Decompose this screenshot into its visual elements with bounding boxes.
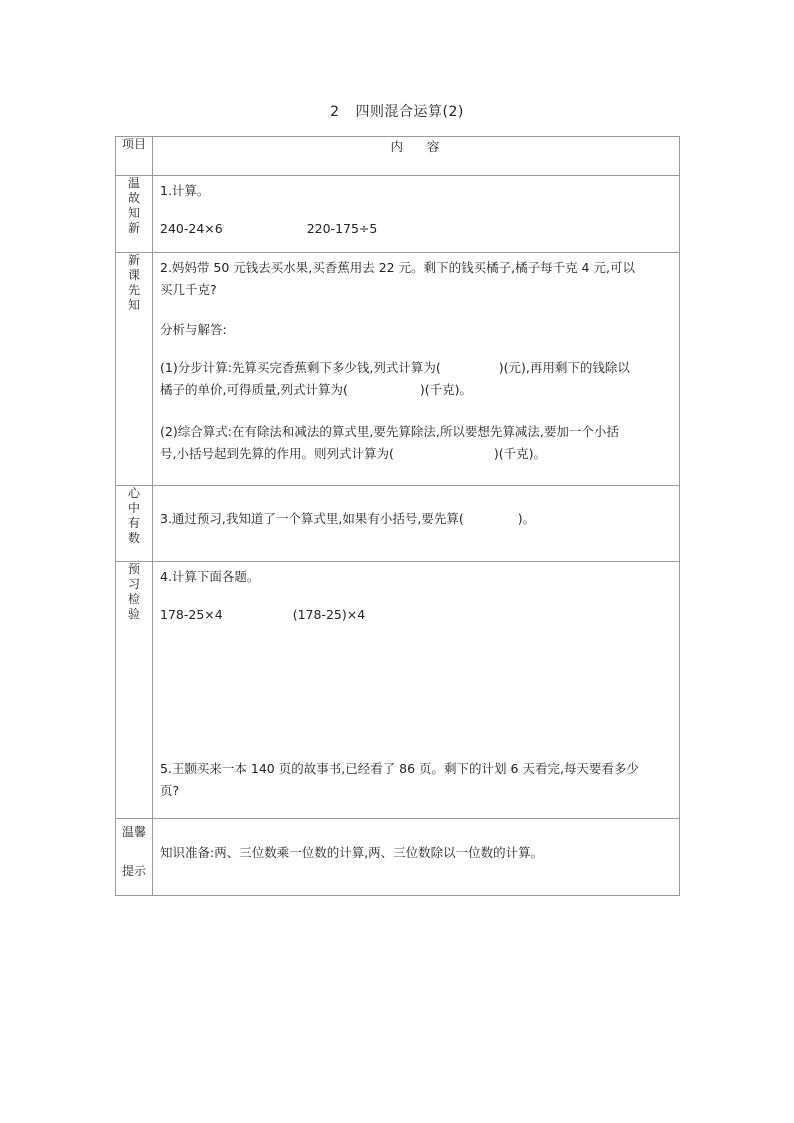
question-3 <box>160 508 669 530</box>
review-label: 温故知新 <box>127 176 140 235</box>
step-by-step-paragraph <box>160 357 669 401</box>
q3-part-b: )。 <box>517 511 536 526</box>
question-5 <box>160 758 669 802</box>
tips-content-cell <box>153 819 680 896</box>
check-expressions <box>160 604 669 626</box>
q5-line-1: 5.王颢买来一本 140 页的故事书,已经看了 86 页。剩下的计划 6 天看完,每天要看多少 <box>160 761 639 776</box>
mind-content-cell <box>153 486 680 562</box>
q2-line-1: 2.妈妈带 50 元钱去买水果,买香蕉用去 22 元。剩下的钱买橘子,橘子每千克 4 元,可以 <box>160 260 635 275</box>
q5-line-2: 页? <box>160 783 180 798</box>
row-check <box>116 562 680 819</box>
header-item-label: 项目 <box>121 137 146 151</box>
p1-part-c: 橘子的单价,可得质量,列式计算为( <box>160 382 348 397</box>
question-4: 4.计算下面各题。 <box>160 569 260 584</box>
check-label-cell <box>116 562 153 819</box>
new-label: 新课先知 <box>127 253 140 312</box>
new-label-cell <box>116 253 153 486</box>
review-content-cell <box>153 176 680 253</box>
row-review <box>116 176 680 253</box>
tips-label-a: 温馨 <box>121 825 146 839</box>
p1-part-a: (1)分步计算:先算买完香蕉剩下多少钱,列式计算为( <box>160 360 441 375</box>
q2-line-2: 买几千克? <box>160 282 217 297</box>
check-label: 预习检验 <box>127 562 140 621</box>
tips-text: 知识准备:两、三位数乘一位数的计算,两、三位数除以一位数的计算。 <box>160 845 544 860</box>
page-title <box>0 101 794 121</box>
tips-label-b: 提示 <box>121 864 146 878</box>
analysis-heading: 分析与解答: <box>160 322 227 337</box>
question-2 <box>160 257 669 301</box>
p1-part-d: )(千克)。 <box>419 382 472 397</box>
check-expr-1: 178-25×4 <box>160 607 223 622</box>
mind-label: 心中有数 <box>127 486 140 545</box>
q3-part-a: 3.通过预习,我知道了一个算式里,如果有小括号,要先算( <box>160 511 464 526</box>
review-expr-2: 220-175÷5 <box>306 221 378 236</box>
p2-part-a: (2)综合算式:在有除法和减法的算式里,要先算除法,所以要想先算减法,要加一个小括 <box>160 424 619 439</box>
mind-label-cell <box>116 486 153 562</box>
p1-part-b: )(元),再用剩下的钱除以 <box>498 360 630 375</box>
combined-formula-paragraph <box>160 421 669 465</box>
question-1: 1.计算。 <box>160 183 210 198</box>
new-content-cell <box>153 253 680 486</box>
header-content-label-b: 容 <box>427 139 442 154</box>
header-item-cell <box>116 137 153 176</box>
check-content-cell <box>153 562 680 819</box>
lesson-number: 2 <box>330 104 340 120</box>
header-content-cell <box>153 137 680 176</box>
row-mind <box>116 486 680 562</box>
review-label-cell <box>116 176 153 253</box>
tips-label-cell <box>116 819 153 896</box>
lesson-title: 四则混合运算(2) <box>355 104 464 120</box>
review-expr-1: 240-24×6 <box>160 221 223 236</box>
worksheet-table <box>115 136 680 896</box>
header-content-label-a: 内 <box>390 139 405 154</box>
row-tips <box>116 819 680 896</box>
table-header-row <box>116 137 680 176</box>
p2-part-b: 号,小括号起到先算的作用。则列式计算为( <box>160 446 394 461</box>
row-new <box>116 253 680 486</box>
check-expr-2: (178-25)×4 <box>292 607 366 622</box>
p2-part-c: )(千克)。 <box>493 446 546 461</box>
review-expressions <box>160 218 669 240</box>
